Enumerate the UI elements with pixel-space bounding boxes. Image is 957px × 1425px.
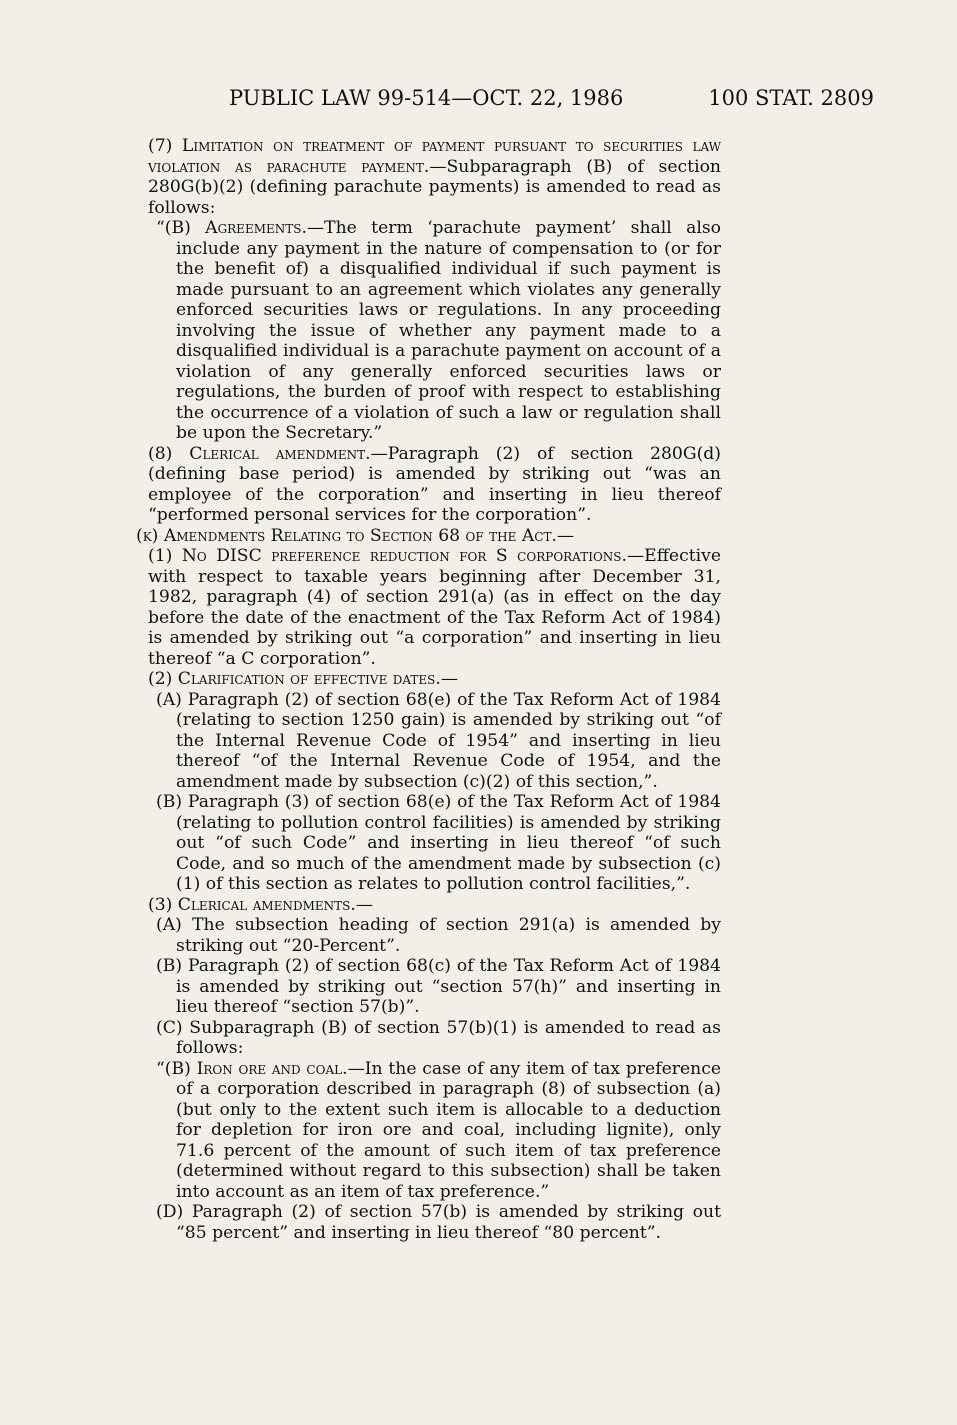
paragraph-8 <box>136 444 721 526</box>
paragraph-k2 <box>136 669 721 690</box>
paragraph-k1-text: —Effective with respect to taxable years beginning after December 31, 1982, paragraph (4) of section 291(a) (as in effect on the day before the date of the enactment of the Tax Reform Act of 1984) is amended by striking out “a corporation” and inserting in lieu thereof “a C corporation”. <box>148 546 721 669</box>
subparagraph-k3c: (C) Subparagraph (B) of section 57(b)(1) is amended to read as follows: <box>156 1017 721 1058</box>
iron-ore-text: —In the case of any item of tax preference of a corporation described in paragraph (8) of subsection (a) (but only to the extent such item is allocable to a deduction for depletion for iron ore and coal, including lignite), only 71.6 percent of the amount of such item of tax preference (determined without regard to this subsection) shall be taken into account as an item of tax preference.” <box>176 1058 722 1202</box>
subsection-k <box>136 526 721 547</box>
paragraph-7-text: —Subparagraph (B) of section 280G(b)(2) (defining parachute payments) is amended to read as follows: <box>148 156 721 218</box>
paragraph-7 <box>136 136 721 218</box>
paragraph-k3-heading: (3) Clerical amendments. <box>148 894 356 915</box>
subparagraph-k2b: (B) Paragraph (3) of section 68(e) of the Tax Reform Act of 1984 (relating to pollution control facilities) is amended by striking out “of such Code” and inserting in lieu thereof “of such Code, and so much of the amendment made by subsection (c)(1) of this section as relates to pollution control facilities,”. <box>156 792 721 894</box>
subparagraph-k2a: (A) Paragraph (2) of section 68(e) of the Tax Reform Act of 1984 (relating to section 1250 gain) is amended by striking out “of the Internal Revenue Code of 1954” and inserting in lieu thereof “of the Internal Revenue Code of 1954, and the amendment made by subsection (c)(2) of this section,”. <box>156 689 721 792</box>
paragraph-k3 <box>136 895 721 916</box>
paragraph-k1-heading: (1) No DISC preference reduction for S corporations. <box>148 546 627 566</box>
statute-page-number: 100 STAT. 2809 <box>708 86 874 110</box>
subparagraph-b-agreements <box>136 218 721 444</box>
paragraph-k2-dash: — <box>440 669 459 689</box>
paragraph-k3-dash: — <box>355 894 374 915</box>
subparagraph-k3d: (D) Paragraph (2) of section 57(b) is amended by striking out “85 percent” and inserting in lieu thereof “80 percent”. <box>156 1202 721 1243</box>
subparagraph-b-agreements-heading: “(B) Agreements. <box>156 218 307 238</box>
paragraph-k1 <box>136 546 721 669</box>
subsection-k-dash: — <box>556 525 575 546</box>
paragraph-7-heading: (7) Limitation on treatment of payment pursuant to securities law violation as parachute payment. <box>148 136 721 177</box>
paragraph-k2-heading: (2) Clarification of effective dates. <box>148 669 441 689</box>
paragraph-8-heading: (8) Clerical amendment. <box>148 443 371 464</box>
page-header <box>229 86 874 116</box>
subparagraph-b-agreements-text: —The term ‘parachute payment’ shall also include any payment in the nature of compensation to (or for the benefit of) a disqualified individual if such payment is made pursuant to an agreement which violates any generally enforced securities laws or regulations. In any proceeding involving the issue of whether any payment made to a disqualified individual is a parachute payment on account of a violation of any generally enforced securities laws or regulations, the burden of proof with respect to establishing the occurrence of a violation of such a law or regulation shall be upon the Secretary.” <box>176 218 721 443</box>
iron-ore-heading: “(B) Iron ore and coal. <box>156 1058 348 1079</box>
public-law-citation: PUBLIC LAW 99-514—OCT. 22, 1986 <box>229 86 624 110</box>
subparagraph-k3a: (A) The subsection heading of section 291(a) is amended by striking out “20-Percent”. <box>156 915 721 956</box>
subparagraph-iron-ore-and-coal <box>136 1059 721 1203</box>
subparagraph-k3b: (B) Paragraph (2) of section 68(c) of the Tax Reform Act of 1984 is amended by striking out “section 57(h)” and inserting in lieu thereof “section 57(b)”. <box>156 956 721 1017</box>
paragraph-8-text: —Paragraph (2) of section 280G(d) (defining base period) is amended by striking out “was an employee of the corporation” and inserting in lieu thereof “performed personal services for the corporation”. <box>148 443 722 525</box>
document-body <box>136 136 721 1243</box>
subsection-k-heading: (k) Amendments Relating to Section 68 of the Act. <box>136 525 557 546</box>
